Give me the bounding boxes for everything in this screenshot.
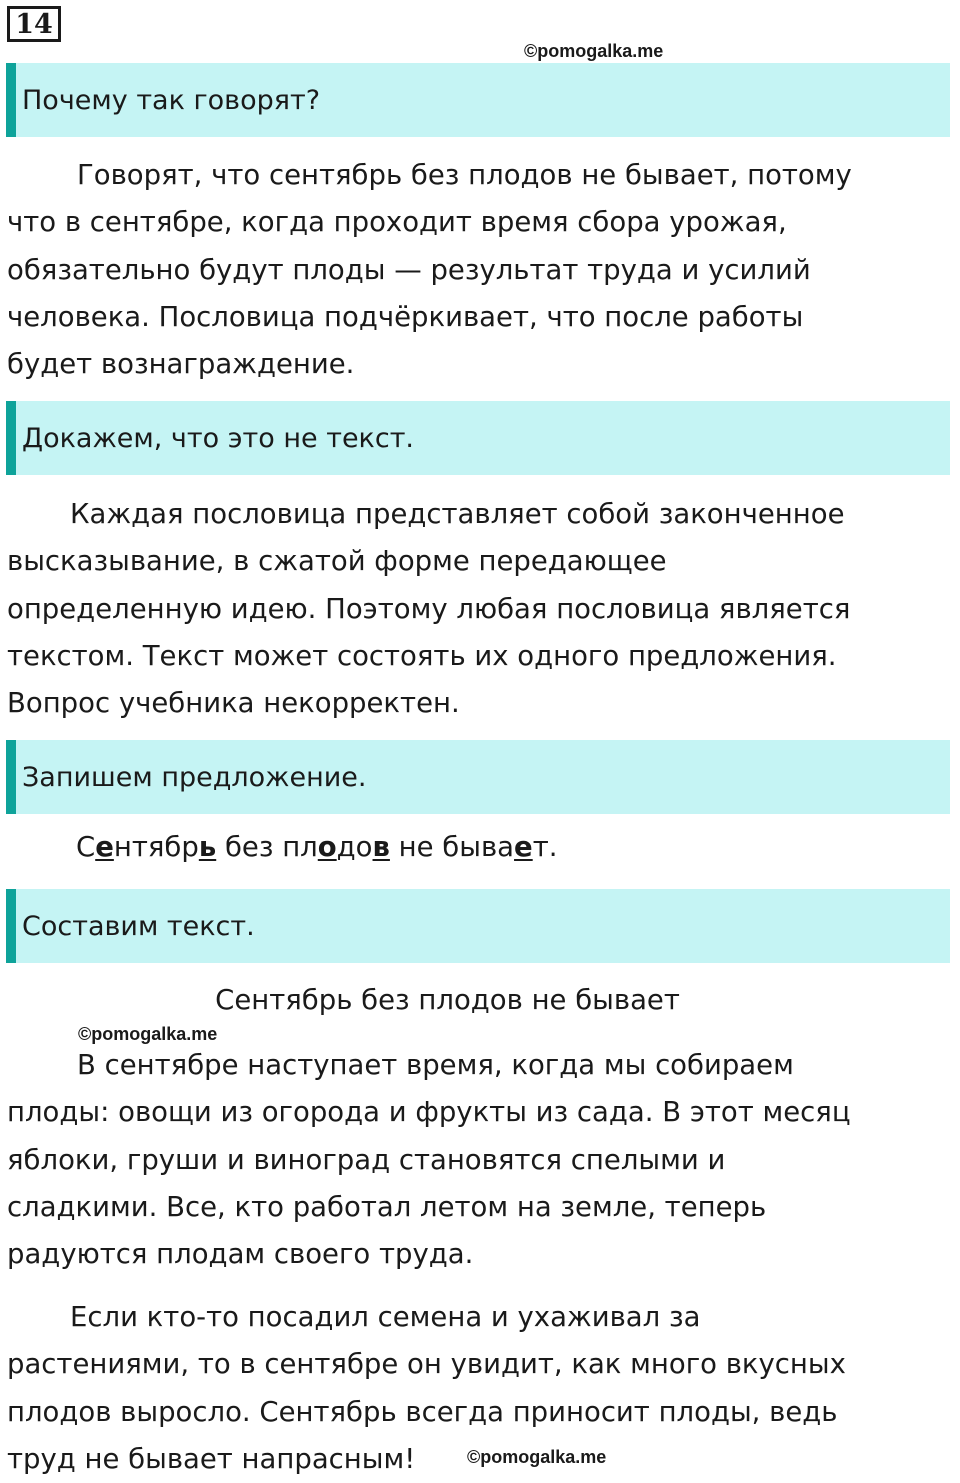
sentence-part: нтябр — [113, 831, 199, 863]
sentence-part: т. — [532, 831, 558, 863]
composed-paragraph-1 — [7, 1042, 952, 1278]
watermark: ©pomogalka.me — [78, 1024, 218, 1044]
text-line: текстом. Текст может состоять их одного предложения. — [7, 639, 837, 672]
text-line: обязательно будут плоды — результат труда и усилий — [7, 253, 811, 286]
text-line: растениями, то в сентябре он увидит, как много вкусных — [7, 1348, 846, 1381]
text-line: высказывание, в сжатой форме передающее — [7, 545, 667, 578]
section-heading-write: Запишем предложение. — [6, 740, 950, 814]
section-heading-compose: Составим текст. — [6, 889, 950, 963]
text-line: сладкими. Все, кто работал летом на земле, теперь — [7, 1190, 767, 1223]
sentence-part: С — [76, 831, 96, 863]
text-line: труд не бывает напрасным! — [7, 1442, 416, 1475]
text-line: что в сентябре, когда проходит время сбора урожая, — [7, 206, 787, 239]
composed-text-title: Сентябрь без плодов не бывает — [215, 984, 680, 1016]
text-line: человека. Пословица подчёркивает, что после работы — [7, 300, 804, 333]
text-line: будет вознаграждение. — [7, 348, 355, 381]
text-line: определенную идею. Поэтому любая пословица является — [7, 592, 851, 625]
watermark: ©pomogalka.me — [467, 1447, 607, 1467]
answer-paragraph-proof — [7, 491, 952, 727]
section-heading-why: Почему так говорят? — [6, 63, 950, 137]
highlighted-letter: в — [372, 831, 390, 863]
highlighted-letter: о — [317, 831, 337, 863]
sentence-part: без пл — [216, 831, 318, 863]
highlighted-letter: ь — [198, 831, 217, 863]
text-line: плодов выросло. Сентябрь всегда приносит плоды, ведь — [7, 1395, 838, 1428]
text-line: В сентябре наступает время, когда мы собираем — [77, 1049, 794, 1081]
text-line: Говорят, что сентябрь без плодов не бывает, потому — [77, 159, 852, 191]
proverb-sentence — [76, 831, 557, 863]
text-line: яблоки, груши и виноград становятся спелыми и — [7, 1143, 726, 1176]
sentence-part: до — [336, 831, 373, 863]
text-line: радуются плодам своего труда. — [7, 1238, 474, 1271]
highlighted-letter: е — [95, 831, 114, 863]
highlighted-letter: е — [514, 831, 533, 863]
answer-paragraph-meaning — [7, 152, 952, 388]
text-line: плоды: овощи из огорода и фрукты из сада. В этот месяц — [7, 1096, 851, 1129]
section-heading-prove: Докажем, что это не текст. — [6, 401, 950, 475]
text-line: Каждая пословица представляет собой законченное — [70, 498, 845, 530]
sentence-part: не быва — [389, 831, 515, 863]
task-number: 14 — [7, 6, 61, 42]
text-line: Если кто-то посадил семена и ухаживал за — [70, 1301, 701, 1333]
text-line: Вопрос учебника некорректен. — [7, 687, 460, 720]
watermark: ©pomogalka.me — [524, 41, 664, 61]
